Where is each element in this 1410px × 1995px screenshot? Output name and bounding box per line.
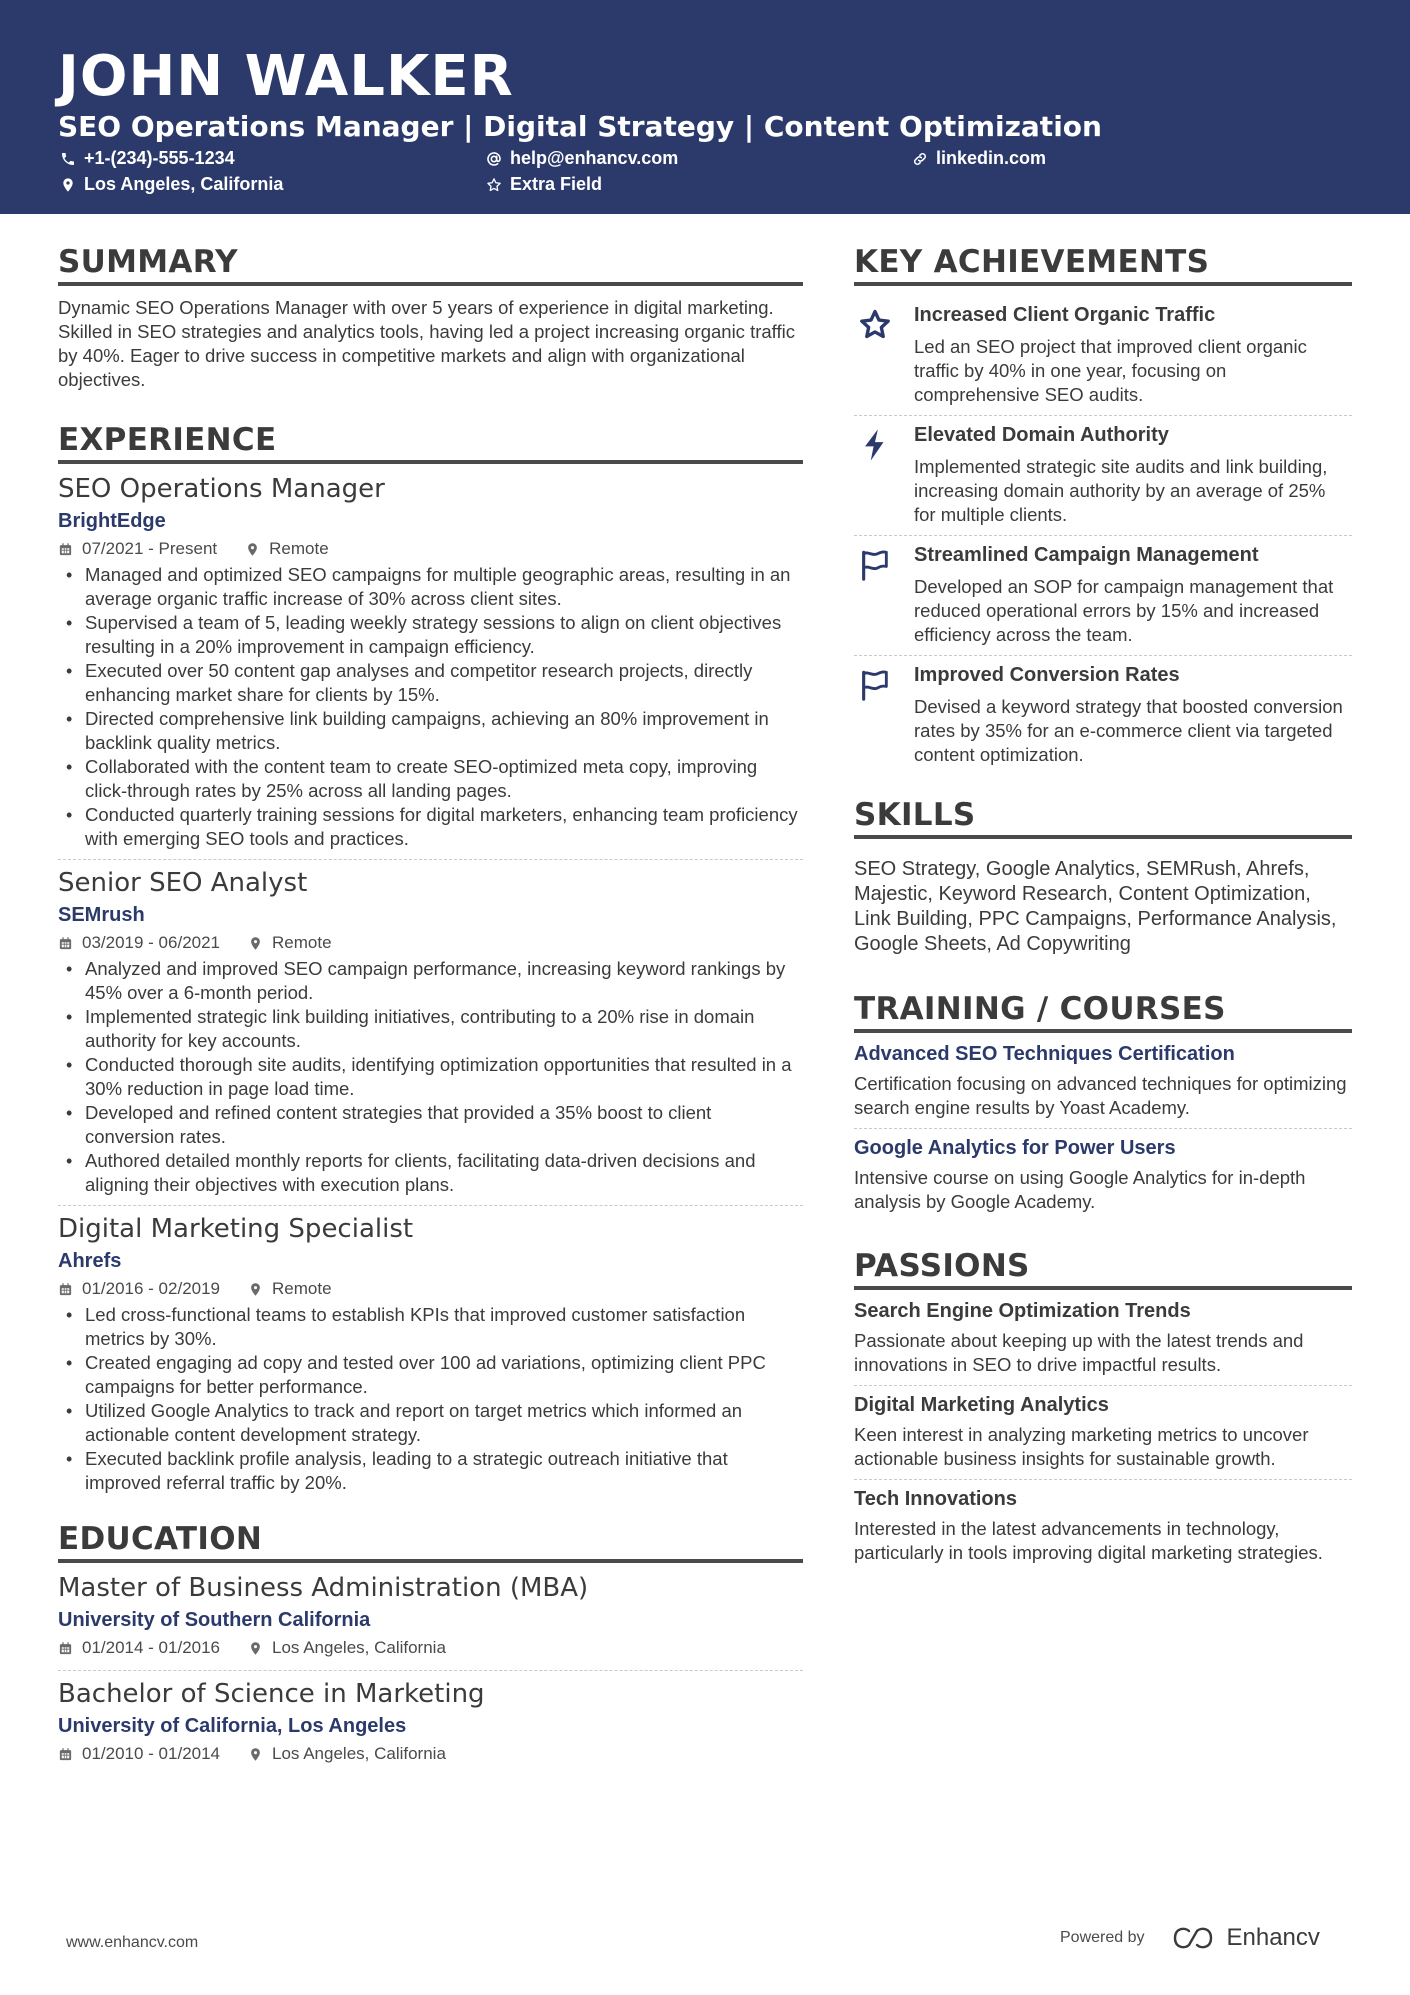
job-bullet: • Analyzed and improved SEO campaign performance, increasing keyword rankings by 45% over a 6-month period. [58,957,803,1005]
location-pin-icon [248,1641,263,1656]
star-icon [858,308,892,342]
education-location [248,1638,446,1658]
job-bullet: • Directed comprehensive link building campaigns, achieving an 80% improvement in backlink quality metrics. [58,707,803,755]
job-bullet: • Developed and refined content strategies that provided a 35% boost to client conversion rates. [58,1101,803,1149]
skills-heading: SKILLS [854,797,1352,839]
summary-heading: SUMMARY [58,244,803,286]
education-section [58,1521,803,1776]
calendar-icon [58,542,73,557]
job-role: Digital Marketing Specialist [58,1214,414,1244]
job-entry [58,474,803,860]
passion-text: Interested in the latest advancements in technology, particularly in tools improving digital marketing strategies. [854,1518,1323,1563]
passion-item [854,1394,1352,1480]
job-bullet: • Managed and optimized SEO campaigns for multiple geographic areas, resulting in an average organic traffic increase of 30% across client sites. [58,563,803,611]
job-role: SEO Operations Manager [58,474,385,504]
job-bullet: • Executed over 50 content gap analyses and competitor research projects, directly enhancing market share for clients by 15%. [58,659,803,707]
experience-section [58,422,803,1503]
location-pin-icon [60,177,76,193]
training-text: Intensive course on using Google Analytics for in-depth analysis by Google Academy. [854,1167,1306,1212]
location-text: Los Angeles, California [84,174,284,194]
job-location [245,539,329,559]
education-school: University of Southern California [58,1609,371,1631]
achievement-title: Streamlined Campaign Management [914,544,1259,566]
education-dates: 01/2010 - 01/2014 [82,1744,221,1763]
experience-heading: EXPERIENCE [58,422,803,464]
skills-text: SEO Strategy, Google Analytics, SEMRush, Ahrefs, Majestic, Keyword Research, Content Optimization, Link Building, PPC Campaigns, Performance Analysis, Google Sheets, Ad Copywriting [854,858,1337,955]
training-item [854,1043,1352,1129]
achievement-item [854,536,1352,656]
footer-powered-by[interactable] [1060,1924,1320,1952]
candidate-name: JOHN WALKER [58,44,514,109]
passion-text: Keen interest in analyzing marketing metrics to uncover actionable business insights for sustainable growth. [854,1424,1309,1469]
achievements-section [854,244,1352,775]
training-section [854,991,1352,1222]
training-title: Advanced SEO Techniques Certification [854,1043,1235,1065]
calendar-icon [58,1641,73,1656]
achievement-title: Increased Client Organic Traffic [914,304,1216,326]
job-location [248,1279,332,1299]
at-icon [486,151,502,167]
education-heading: EDUCATION [58,1521,803,1563]
job-dates: 01/2016 - 02/2019 [82,1279,221,1298]
left-column [58,244,803,1784]
footer-website[interactable]: www.enhancv.com [66,1934,199,1951]
contact-phone[interactable] [60,148,235,169]
flag-icon [858,548,892,582]
passion-title: Search Engine Optimization Trends [854,1300,1191,1322]
education-meta [58,1638,803,1658]
contact-location [60,174,283,195]
achievement-title: Improved Conversion Rates [914,664,1180,686]
education-meta [58,1744,803,1764]
education-degree: Master of Business Administration (MBA) [58,1573,589,1603]
achievement-text: Implemented strategic site audits and link building, increasing domain authority by an average of 25% for multiple clients. [914,456,1328,525]
education-dates: 01/2014 - 01/2016 [82,1638,221,1657]
calendar-icon [58,936,73,951]
powered-by-label: Powered by [1060,1929,1145,1946]
email-text: help@enhancv.com [510,148,679,168]
job-bullet: • Executed backlink profile analysis, leading to a strategic outreach initiative that improved referral traffic by 20%. [58,1447,803,1495]
summary-text: Dynamic SEO Operations Manager with over 5 years of experience in digital marketing. Skilled in SEO strategies and analytics tools, having led a project increasing organic traffic by 40%. Eager to drive success in competitive markets and align with organizational objectives. [58,297,795,390]
contact-extra [486,174,602,195]
education-location-text: Los Angeles, California [272,1744,446,1763]
achievement-item [854,416,1352,536]
skills-section [854,797,1352,957]
passions-section [854,1248,1352,1573]
location-pin-icon [245,542,260,557]
job-meta [58,933,803,953]
job-bullet: • Utilized Google Analytics to track and report on target metrics which informed an actionable content development strategy. [58,1399,803,1447]
passions-heading: PASSIONS [854,1248,1352,1290]
job-bullet: • Implemented strategic link building initiatives, contributing to a 20% rise in domain authority for key accounts. [58,1005,803,1053]
job-company: SEMrush [58,904,145,926]
passion-title: Digital Marketing Analytics [854,1394,1109,1416]
linkedin-text: linkedin.com [936,148,1047,168]
flag-icon [858,668,892,702]
job-bullet: • Authored detailed monthly reports for clients, facilitating data-driven decisions and aligning their objectives with execution plans. [58,1149,803,1197]
education-location-text: Los Angeles, California [272,1638,446,1657]
passion-title: Tech Innovations [854,1488,1017,1510]
job-bullet: • Conducted thorough site audits, identifying optimization opportunities that resulted in a 30% reduction in page load time. [58,1053,803,1101]
candidate-title: SEO Operations Manager | Digital Strategy | Content Optimization [58,110,1102,143]
job-dates: 07/2021 - Present [82,539,218,558]
brand-text: Enhancv [1226,1924,1320,1951]
location-pin-icon [248,1282,263,1297]
phone-icon [60,151,76,167]
training-heading: TRAINING / COURSES [854,991,1352,1033]
passion-text: Passionate about keeping up with the latest trends and innovations in SEO to drive impactful results. [854,1330,1304,1375]
calendar-icon [58,1282,73,1297]
job-location [248,933,332,953]
contact-linkedin[interactable] [912,148,1046,169]
star-outline-icon [486,177,502,193]
achievement-item [854,296,1352,416]
lightning-icon [858,428,892,462]
location-pin-icon [248,936,263,951]
contact-email[interactable] [486,148,678,169]
achievement-text: Devised a keyword strategy that boosted conversion rates by 35% for an e-commerce client via targeted content optimization. [914,696,1343,765]
education-degree: Bachelor of Science in Marketing [58,1679,485,1709]
resume-header [0,0,1410,214]
job-bullet: • Led cross-functional teams to establish KPIs that improved customer satisfaction metrics by 30%. [58,1303,803,1351]
location-pin-icon [248,1747,263,1762]
job-location-text: Remote [269,539,329,558]
job-role: Senior SEO Analyst [58,868,308,898]
job-bullet: • Supervised a team of 5, leading weekly strategy sessions to align on client objectives resulting in a 20% improvement in campaign efficiency. [58,611,803,659]
job-bullet: • Collaborated with the content team to create SEO-optimized meta copy, improving click-through rates by 25% across all landing pages. [58,755,803,803]
job-bullet: • Created engaging ad copy and tested over 100 ad variations, optimizing client PPC campaigns for better performance. [58,1351,803,1399]
education-school: University of California, Los Angeles [58,1715,407,1737]
job-entry [58,868,803,1206]
job-company: BrightEdge [58,510,166,532]
phone-text: +1-(234)-555-1234 [84,148,235,168]
right-column [854,244,1352,1581]
link-icon [912,151,928,167]
achievement-text: Developed an SOP for campaign management that reduced operational errors by 15% and increased efficiency across the team. [914,576,1334,645]
enhancv-logo [1171,1924,1320,1952]
training-text: Certification focusing on advanced techniques for optimizing search engine results by Yoast Academy. [854,1073,1347,1118]
job-bullets [58,563,803,851]
job-bullets [58,957,803,1197]
achievements-heading: KEY ACHIEVEMENTS [854,244,1352,286]
training-item [854,1137,1352,1222]
achievement-item [854,656,1352,775]
job-entry [58,1214,803,1503]
passion-item [854,1488,1352,1573]
enhancv-logo-icon [1171,1925,1215,1951]
education-entry [58,1679,803,1776]
achievement-title: Elevated Domain Authority [914,424,1169,446]
training-title: Google Analytics for Power Users [854,1137,1176,1159]
job-meta [58,539,803,559]
job-dates: 03/2019 - 06/2021 [82,933,221,952]
job-location-text: Remote [272,1279,332,1298]
extra-field-text: Extra Field [510,174,603,194]
summary-section [58,244,803,392]
job-company: Ahrefs [58,1250,122,1272]
job-location-text: Remote [272,933,332,952]
job-bullets [58,1303,803,1495]
education-location [248,1744,446,1764]
job-meta [58,1279,803,1299]
passion-item [854,1300,1352,1386]
education-entry [58,1573,803,1671]
calendar-icon [58,1747,73,1762]
achievement-text: Led an SEO project that improved client organic traffic by 40% in one year, focusing on comprehensive SEO audits. [914,336,1307,405]
job-bullet: • Conducted quarterly training sessions for digital marketers, enhancing team proficiency with emerging SEO tools and practices. [58,803,803,851]
